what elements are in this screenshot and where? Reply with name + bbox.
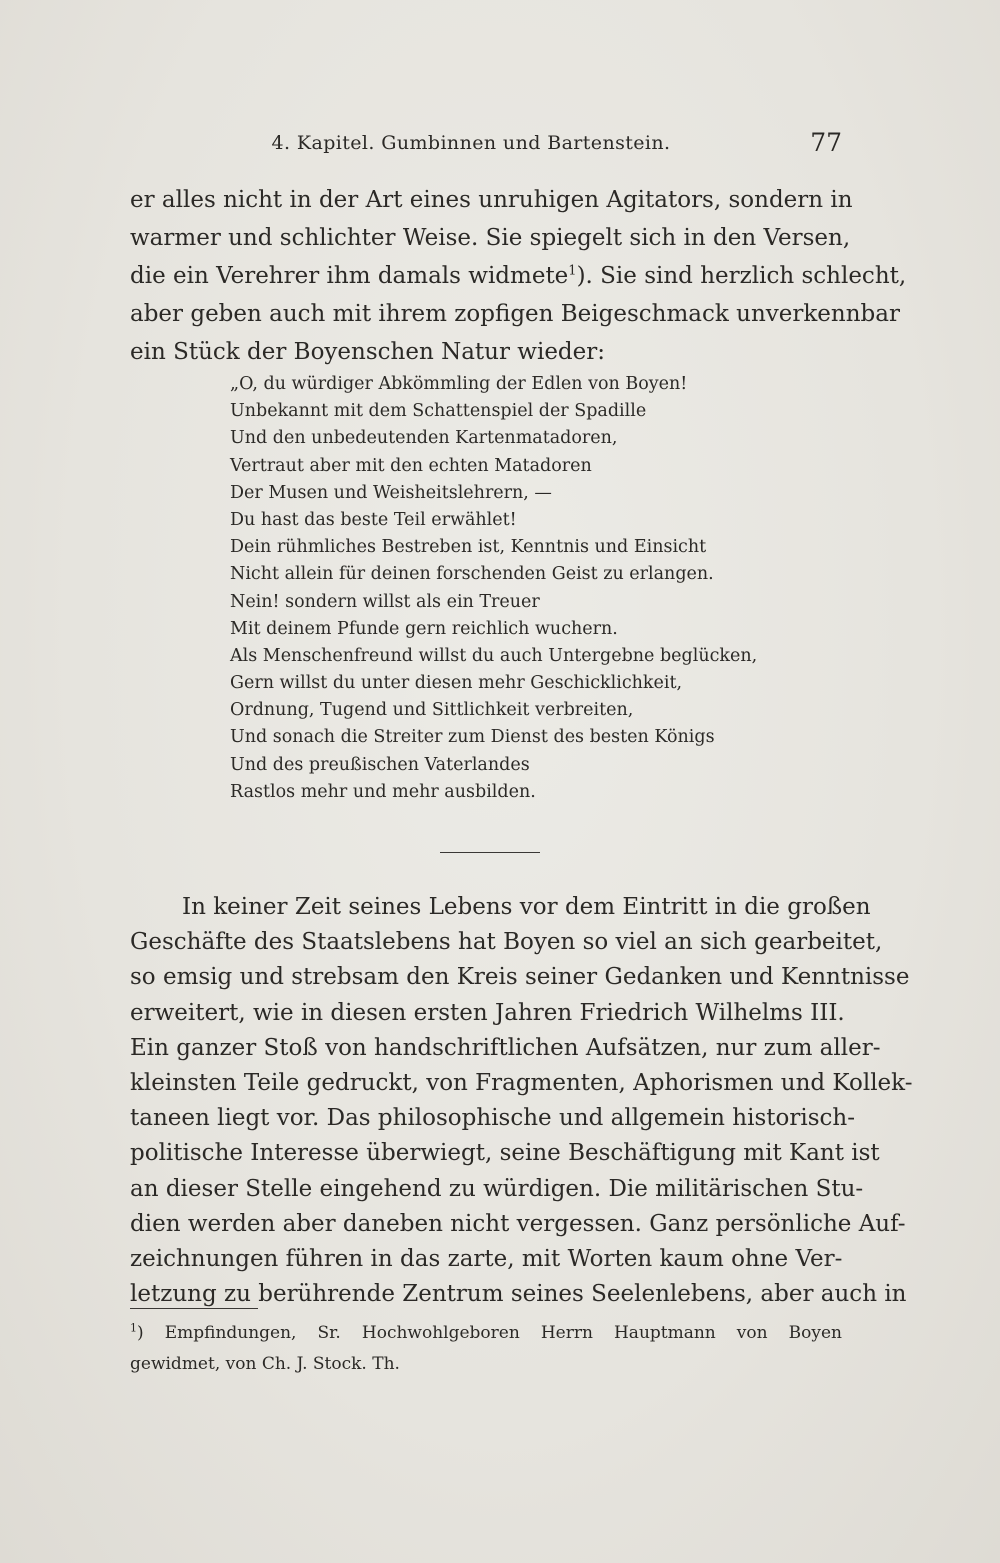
poem-verse: Ordnung, Tugend und Sittlichkeit verbreiten,	[230, 700, 634, 721]
footnote-marker: 1	[130, 1321, 137, 1335]
poem-verse: Dein rühmliches Bestreben ist, Kenntnis und Einsicht	[230, 537, 707, 558]
text-line	[130, 257, 907, 295]
poem-verse: Und sonach die Streiter zum Dienst des besten Königs	[230, 727, 715, 748]
text-line: er alles nicht in der Art eines unruhigen Agitators, sondern in	[130, 187, 853, 213]
poem-verse: Und den unbedeutenden Kartenmatadoren,	[230, 428, 618, 449]
footnote-line	[130, 1318, 842, 1349]
section-divider	[440, 852, 540, 853]
text-segment: die ein Verehrer ihm damals widmete	[130, 263, 569, 289]
poem-verse: Und des preußischen Vaterlandes	[230, 754, 530, 775]
text-line: politische Interesse überwiegt, seine Beschäftigung mit Kant ist	[130, 1140, 880, 1167]
poem-quotation	[230, 371, 830, 806]
footnote-reference: 1	[568, 263, 577, 279]
text-line: In keiner Zeit seines Lebens vor dem Eintritt in die großen	[182, 894, 871, 920]
poem-verse: Vertraut aber mit den echten Matadoren	[230, 455, 592, 476]
poem-verse: Rastlos mehr und mehr ausbilden.	[230, 781, 536, 802]
poem-verse: Nicht allein für deinen forschenden Geist zu erlangen.	[230, 564, 714, 585]
text-line: erweitert, wie in diesen ersten Jahren Friedrich Wilhelms III.	[130, 999, 845, 1026]
text-line: kleinsten Teile gedruckt, von Fragmenten, Aphorismen und Kollek-	[130, 1069, 913, 1096]
text-line: ein Stück der Boyenschen Natur wieder:	[130, 339, 606, 365]
page-header	[130, 128, 842, 164]
text-line: warmer und schlichter Weise. Sie spiegelt sich in den Versen,	[130, 225, 851, 251]
running-head: 4. Kapitel. Gumbinnen und Bartenstein.	[271, 132, 671, 154]
poem-verse: Nein! sondern willst als ein Treuer	[230, 591, 540, 612]
text-line: zeichnungen führen in das zarte, mit Worten kaum ohne Ver-	[130, 1245, 843, 1272]
poem-verse: Als Menschenfreund willst du auch Untergebne beglücken,	[230, 645, 758, 666]
footnote-rule	[130, 1308, 258, 1309]
poem-verse: Gern willst du unter diesen mehr Geschicklichkeit,	[230, 673, 683, 694]
footnote-text: ) Empfindungen, Sr. Hochwohlgeboren Herrn Hauptmann von Boyen	[137, 1323, 842, 1343]
text-line: so emsig und strebsam den Kreis seiner Gedanken und Kenntnisse	[130, 964, 910, 991]
text-line: dien werden aber daneben nicht vergessen. Ganz persönliche Auf-	[130, 1210, 906, 1237]
poem-verse: Du hast das beste Teil erwählet!	[230, 509, 517, 530]
poem-verse: „O, du würdiger Abkömmling der Edlen von Boyen!	[230, 374, 688, 394]
text-line: letzung zu berührende Zentrum seines Seelenlebens, aber auch in	[130, 1281, 907, 1308]
text-line: taneen liegt vor. Das philosophische und allgemein historisch-	[130, 1105, 855, 1132]
text-line: aber geben auch mit ihrem zopfigen Beigeschmack unverkennbar	[130, 301, 900, 327]
footnote-line: gewidmet, von Ch. J. Stock. Th.	[130, 1354, 400, 1374]
text-segment: ). Sie sind herzlich schlecht,	[576, 263, 907, 289]
footnote	[130, 1318, 842, 1380]
text-line: Ein ganzer Stoß von handschriftlichen Aufsätzen, nur zum aller-	[130, 1034, 881, 1061]
text-line: an dieser Stelle eingehend zu würdigen. Die militärischen Stu-	[130, 1175, 864, 1202]
poem-verse: Unbekannt mit dem Schattenspiel der Spadille	[230, 401, 647, 422]
body-paragraph-1	[130, 181, 907, 371]
body-paragraph-2	[130, 890, 913, 1312]
poem-verse: Mit deinem Pfunde gern reichlich wuchern.	[230, 618, 618, 639]
poem-verse: Der Musen und Weisheitslehrern, —	[230, 482, 552, 503]
page-number: 77	[810, 128, 842, 157]
text-line: Geschäfte des Staatslebens hat Boyen so viel an sich gearbeitet,	[130, 929, 883, 956]
